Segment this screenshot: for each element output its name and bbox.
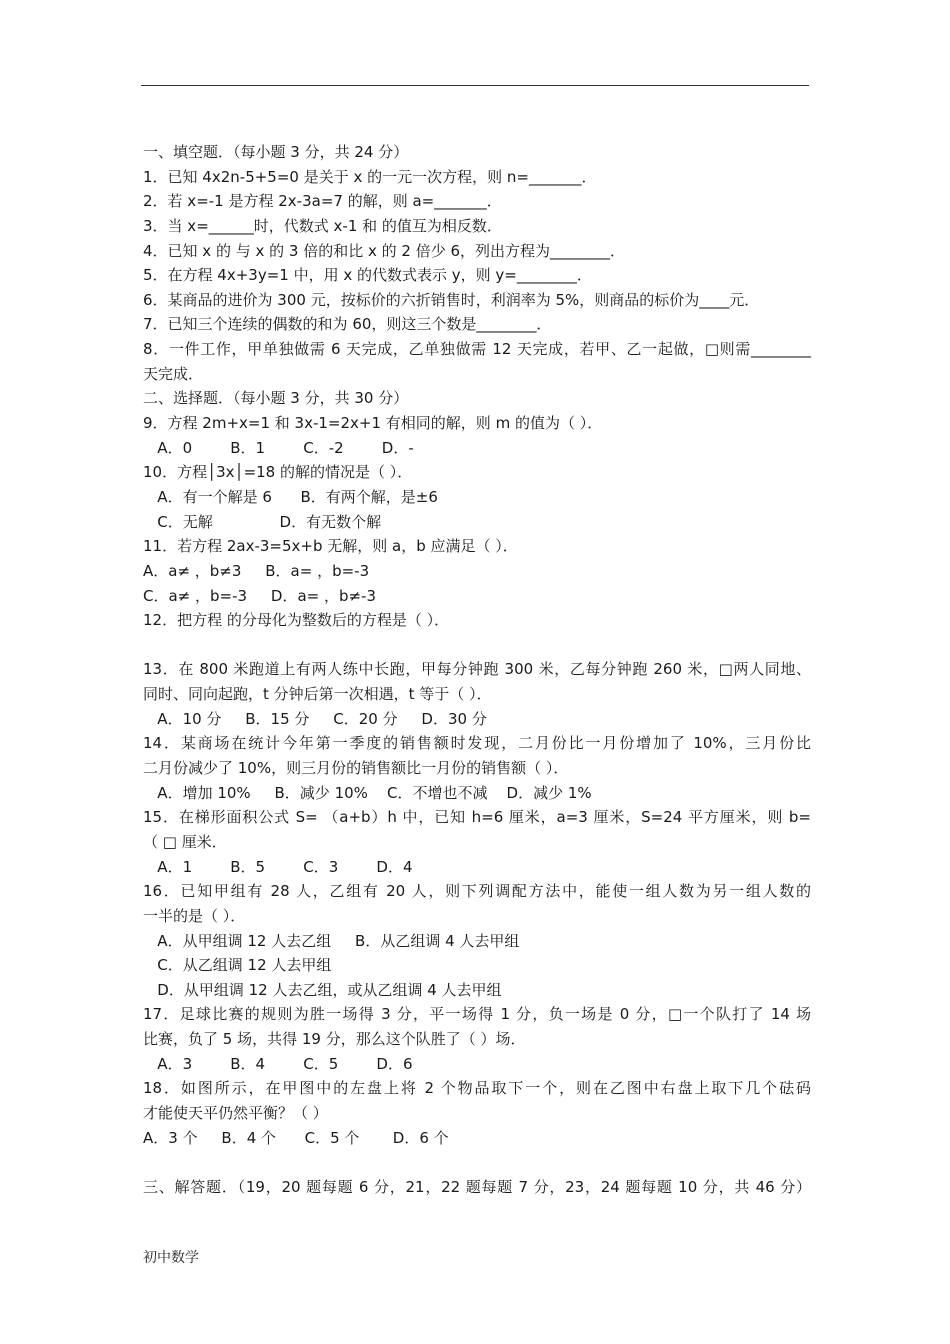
question-2: 2．若 x=-1 是方程 2x-3a=7 的解，则 a=_______． xyxy=(143,192,502,211)
question-13-line1: 13．在 800 米跑道上有两人练中长跑，甲每分钟跑 300 米，乙每分钟跑 260 米，□两人同地、 xyxy=(143,660,811,679)
question-8-line1: 8．一件工作，甲单独做需 6 天完成，乙单独做需 12 天完成，若甲、乙一起做，□则需________ xyxy=(143,340,811,359)
question-14-options: A．增加 10% B．减少 10% C．不增也不减 D．减少 1% xyxy=(143,783,592,802)
question-18-line1: 18．如图所示，在甲图中的左盘上将 2 个物品取下一个，则在乙图中右盘上取下几个砝码 xyxy=(143,1079,811,1098)
question-7: 7．已知三个连续的偶数的和为 60，则这三个数是________． xyxy=(143,315,552,334)
question-10: 10．方程│3x│=18 的解的情况是（ ）． xyxy=(143,463,413,482)
question-11: 11．若方程 2ax-3=5x+b 无解，则 a，b 应满足（ ）． xyxy=(143,537,518,556)
question-16-line1: 16．已知甲组有 28 人，乙组有 20 人，则下列调配方法中，能使一组人数为另一组人数的 xyxy=(143,882,811,901)
question-15-options: A．1 B．5 C．3 D．4 xyxy=(143,857,413,876)
question-16-line2: 一半的是（ ）． xyxy=(143,906,246,925)
question-10-options-2: C．无解 D．有无数个解 xyxy=(143,512,382,531)
question-8-line2: 天完成． xyxy=(143,364,204,383)
question-18-line2: 才能使天平仍然平衡？（ ） xyxy=(143,1103,328,1122)
question-16-option-3: D．从甲组调 12 人去乙组，或从乙组调 4 人去甲组 xyxy=(143,980,502,999)
question-16-option-1: A．从甲组调 12 人去乙组 B．从乙组调 4 人去甲组 xyxy=(143,931,520,950)
question-13-line2: 同时、同向起跑，t 分钟后第一次相遇，t 等于（ ）． xyxy=(143,685,492,704)
section-title-choice: 二、选择题．（每小题 3 分，共 30 分） xyxy=(143,389,409,408)
question-14-line2: 二月份减少了 10%，则三月份的销售额比一月份的销售额（ ）． xyxy=(143,759,569,778)
blank-line xyxy=(143,1150,811,1175)
question-4: 4．已知 x 的 与 x 的 3 倍的和比 x 的 2 倍少 6，列出方程为________． xyxy=(143,241,626,260)
question-17-line1: 17．足球比赛的规则为胜一场得 3 分，平一场得 1 分，负一场是 0 分，□一个队打了 14 场 xyxy=(143,1005,811,1024)
question-14-line1: 14．某商场在统计今年第一季度的销售额时发现，二月份比一月份增加了 10%，三月份比 xyxy=(143,734,811,753)
question-16-option-2: C．从乙组调 12 人去甲组 xyxy=(143,956,332,975)
page-footer: 初中数学 xyxy=(143,1250,199,1266)
question-10-options-1: A．有一个解是 6 B．有两个解，是±6 xyxy=(143,487,438,506)
question-11-options-1: A．a≠ ，b≠3 B．a= ，b=-3 xyxy=(143,561,370,580)
question-17-line2: 比赛，负了 5 场，共得 19 分，那么这个队胜了（ ）场． xyxy=(143,1030,526,1049)
question-6: 6．某商品的进价为 300 元，按标价的六折销售时，利润率为 5%，则商品的标价为____元． xyxy=(143,290,760,309)
question-9: 9．方程 2m+x=1 和 3x-1=2x+1 有相同的解，则 m 的值为（ ）． xyxy=(143,414,603,433)
question-1: 1．已知 4x2n-5+5=0 是关于 x 的一元一次方程，则 n=_______． xyxy=(143,167,597,186)
question-5: 5．在方程 4x+3y=1 中，用 x 的代数式表示 y，则 y=________． xyxy=(143,266,592,285)
document-body xyxy=(143,140,811,1200)
question-18-options: A．3 个 B．4 个 C．5 个 D．6 个 xyxy=(143,1128,449,1147)
question-15-line1: 15．在梯形面积公式 S= （a+b）h 中，已知 h=6 厘米，a=3 厘米，S=24 平方厘米，则 b= xyxy=(143,808,811,827)
question-9-options: A．0 B．1 C．-2 D．- xyxy=(143,438,414,457)
question-12: 12．把方程 的分母化为整数后的方程是（ ）． xyxy=(143,611,450,630)
question-3: 3．当 x=______时，代数式 x-1 和 的值互为相反数． xyxy=(143,216,502,235)
section-title-solve: 三、解答题．（19，20 题每题 6 分，21，22 题每题 7 分，23，24 题每题 10 分，共 46 分） xyxy=(143,1177,811,1196)
question-15-line2: （ □ 厘米． xyxy=(143,832,227,851)
section-title-fill-blank: 一、填空题．（每小题 3 分，共 24 分） xyxy=(143,143,409,161)
header-rule xyxy=(141,85,809,86)
question-13-options: A．10 分 B．15 分 C．20 分 D．30 分 xyxy=(143,709,487,728)
question-11-options-2: C．a≠ ，b=-3 D．a= ，b≠-3 xyxy=(143,586,377,605)
blank-line xyxy=(143,633,811,658)
question-17-options: A．3 B．4 C．5 D．6 xyxy=(143,1054,413,1073)
